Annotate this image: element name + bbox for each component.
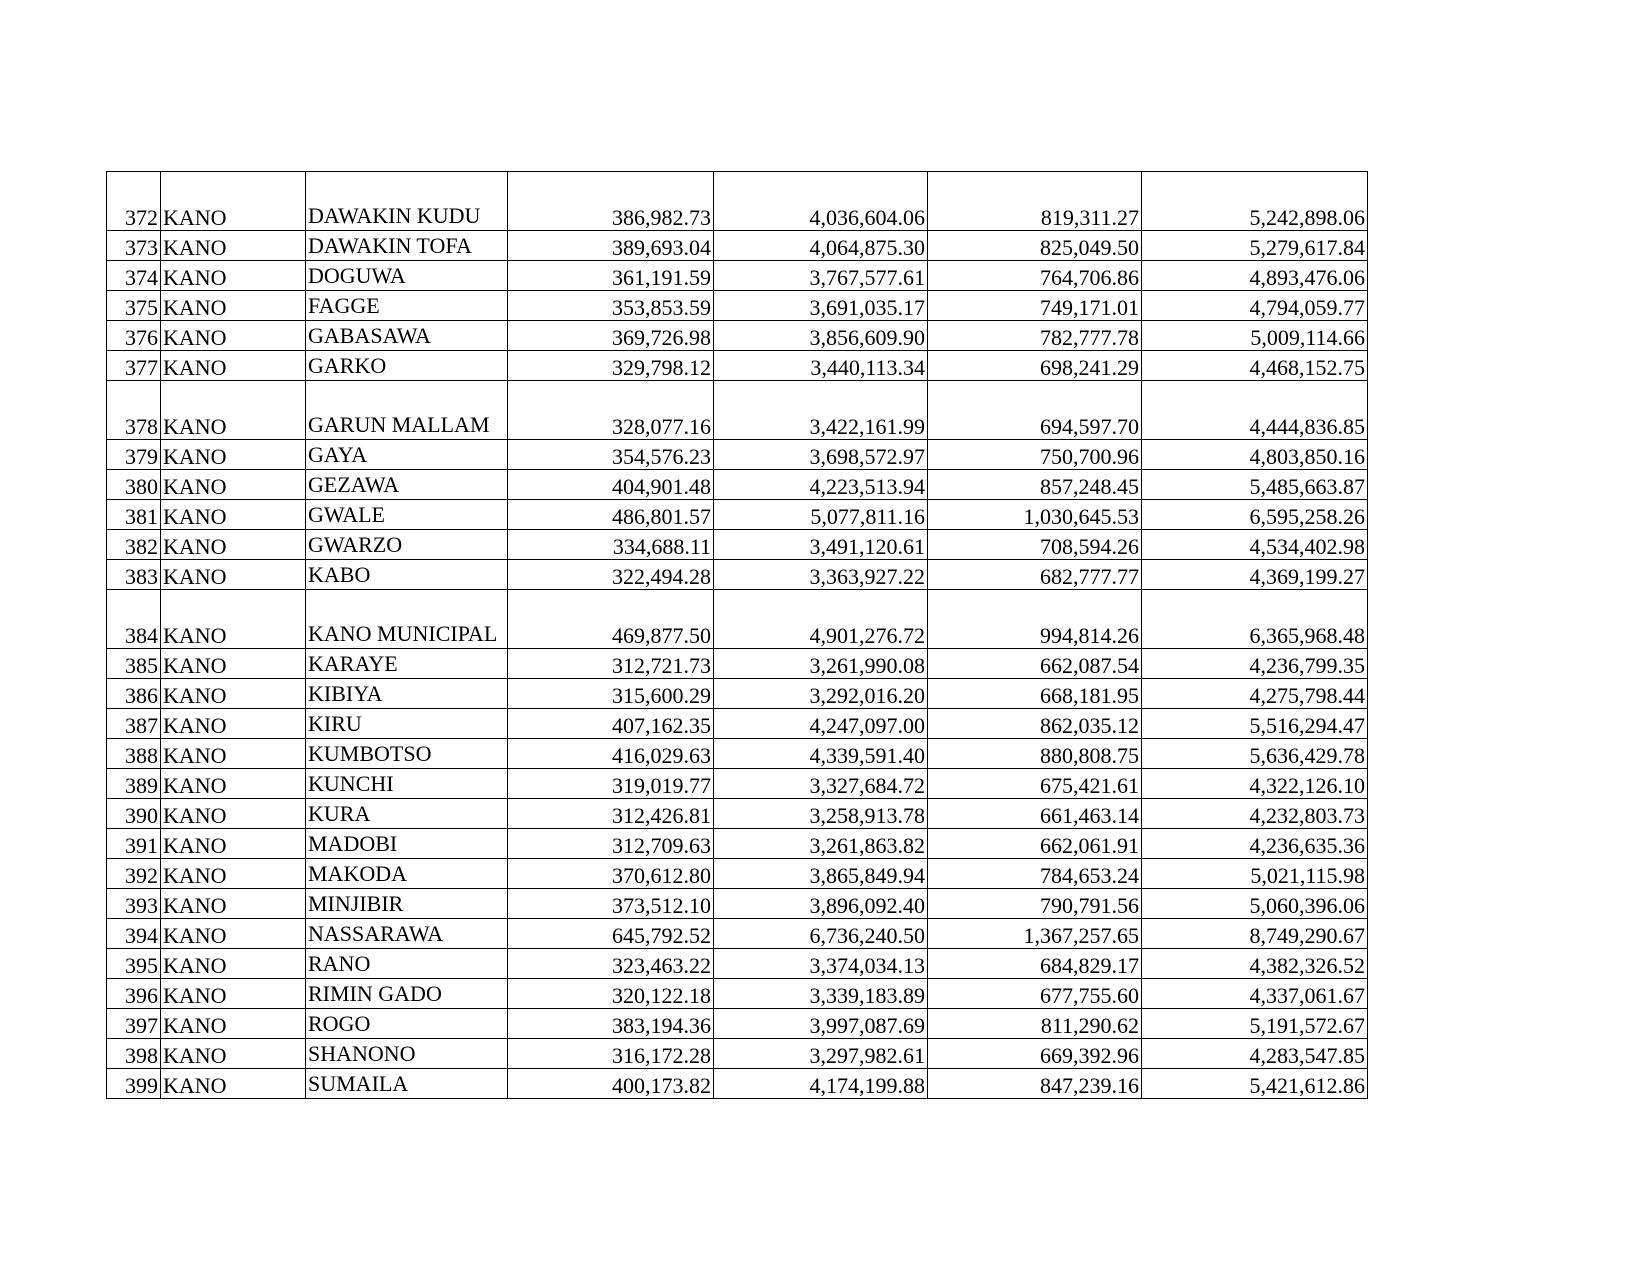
amount-3-cell: 669,392.96	[928, 1039, 1142, 1069]
amount-1-cell: 645,792.52	[508, 919, 714, 949]
lga-cell: ROGO	[306, 1009, 508, 1039]
total-cell: 4,236,635.36	[1142, 829, 1368, 859]
table-row	[107, 1009, 1368, 1039]
amount-3-cell: 819,311.27	[928, 172, 1142, 231]
total-cell: 4,232,803.73	[1142, 799, 1368, 829]
lga-cell: KUNCHI	[306, 769, 508, 799]
total-cell: 5,516,294.47	[1142, 709, 1368, 739]
row-number-cell: 382	[107, 530, 161, 560]
state-cell: KANO	[161, 351, 306, 381]
amount-3-cell: 825,049.50	[928, 231, 1142, 261]
lga-cell: GWALE	[306, 500, 508, 530]
lga-cell: MAKODA	[306, 859, 508, 889]
amount-3-cell: 750,700.96	[928, 440, 1142, 470]
amount-1-cell: 389,693.04	[508, 231, 714, 261]
total-cell: 8,749,290.67	[1142, 919, 1368, 949]
amount-3-cell: 749,171.01	[928, 291, 1142, 321]
table-row	[107, 859, 1368, 889]
row-number-cell: 372	[107, 172, 161, 231]
state-cell: KANO	[161, 829, 306, 859]
state-cell: KANO	[161, 679, 306, 709]
amount-3-cell: 784,653.24	[928, 859, 1142, 889]
amount-3-cell: 694,597.70	[928, 381, 1142, 440]
amount-1-cell: 316,172.28	[508, 1039, 714, 1069]
amount-1-cell: 486,801.57	[508, 500, 714, 530]
row-number-cell: 380	[107, 470, 161, 500]
lga-cell: SHANONO	[306, 1039, 508, 1069]
total-cell: 4,322,126.10	[1142, 769, 1368, 799]
amount-1-cell: 328,077.16	[508, 381, 714, 440]
amount-2-cell: 3,491,120.61	[714, 530, 928, 560]
lga-cell: MINJIBIR	[306, 889, 508, 919]
total-cell: 4,534,402.98	[1142, 530, 1368, 560]
amount-3-cell: 675,421.61	[928, 769, 1142, 799]
amount-2-cell: 3,261,990.08	[714, 649, 928, 679]
total-cell: 4,283,547.85	[1142, 1039, 1368, 1069]
row-number-cell: 396	[107, 979, 161, 1009]
amount-2-cell: 4,223,513.94	[714, 470, 928, 500]
table-row	[107, 261, 1368, 291]
amount-2-cell: 3,698,572.97	[714, 440, 928, 470]
amount-3-cell: 994,814.26	[928, 590, 1142, 649]
total-cell: 6,595,258.26	[1142, 500, 1368, 530]
amount-3-cell: 684,829.17	[928, 949, 1142, 979]
state-cell: KANO	[161, 979, 306, 1009]
table-row	[107, 769, 1368, 799]
row-number-cell: 398	[107, 1039, 161, 1069]
lga-cell: KANO MUNICIPAL	[306, 590, 508, 649]
state-cell: KANO	[161, 649, 306, 679]
amount-2-cell: 3,363,927.22	[714, 560, 928, 590]
total-cell: 4,275,798.44	[1142, 679, 1368, 709]
amount-1-cell: 315,600.29	[508, 679, 714, 709]
row-number-cell: 379	[107, 440, 161, 470]
table-row	[107, 979, 1368, 1009]
row-number-cell: 394	[107, 919, 161, 949]
amount-2-cell: 3,339,183.89	[714, 979, 928, 1009]
amount-2-cell: 3,856,609.90	[714, 321, 928, 351]
lga-cell: NASSARAWA	[306, 919, 508, 949]
amount-1-cell: 404,901.48	[508, 470, 714, 500]
amount-1-cell: 312,426.81	[508, 799, 714, 829]
table-row	[107, 1039, 1368, 1069]
table-body	[107, 172, 1368, 1099]
amount-2-cell: 4,901,276.72	[714, 590, 928, 649]
amount-1-cell: 469,877.50	[508, 590, 714, 649]
state-cell: KANO	[161, 1039, 306, 1069]
row-number-cell: 395	[107, 949, 161, 979]
amount-2-cell: 3,691,035.17	[714, 291, 928, 321]
total-cell: 5,060,396.06	[1142, 889, 1368, 919]
amount-1-cell: 369,726.98	[508, 321, 714, 351]
total-cell: 4,794,059.77	[1142, 291, 1368, 321]
lga-cell: RIMIN GADO	[306, 979, 508, 1009]
amount-3-cell: 1,030,645.53	[928, 500, 1142, 530]
table-row	[107, 321, 1368, 351]
amount-3-cell: 708,594.26	[928, 530, 1142, 560]
table-row	[107, 919, 1368, 949]
table-row	[107, 440, 1368, 470]
table-row	[107, 1069, 1368, 1099]
amount-1-cell: 383,194.36	[508, 1009, 714, 1039]
lga-cell: RANO	[306, 949, 508, 979]
amount-3-cell: 782,777.78	[928, 321, 1142, 351]
table-row	[107, 470, 1368, 500]
row-number-cell: 399	[107, 1069, 161, 1099]
lga-cell: FAGGE	[306, 291, 508, 321]
amount-1-cell: 319,019.77	[508, 769, 714, 799]
table-row	[107, 530, 1368, 560]
amount-3-cell: 661,463.14	[928, 799, 1142, 829]
lga-cell: DAWAKIN TOFA	[306, 231, 508, 261]
table-row	[107, 351, 1368, 381]
table-row	[107, 649, 1368, 679]
state-cell: KANO	[161, 949, 306, 979]
amount-1-cell: 416,029.63	[508, 739, 714, 769]
amount-2-cell: 3,258,913.78	[714, 799, 928, 829]
amount-2-cell: 3,997,087.69	[714, 1009, 928, 1039]
amount-2-cell: 3,440,113.34	[714, 351, 928, 381]
amount-2-cell: 4,064,875.30	[714, 231, 928, 261]
row-number-cell: 392	[107, 859, 161, 889]
amount-3-cell: 847,239.16	[928, 1069, 1142, 1099]
row-number-cell: 383	[107, 560, 161, 590]
row-number-cell: 386	[107, 679, 161, 709]
table-row	[107, 172, 1368, 231]
row-number-cell: 393	[107, 889, 161, 919]
state-cell: KANO	[161, 1069, 306, 1099]
amount-3-cell: 880,808.75	[928, 739, 1142, 769]
state-cell: KANO	[161, 889, 306, 919]
table-row	[107, 291, 1368, 321]
amount-1-cell: 323,463.22	[508, 949, 714, 979]
row-number-cell: 373	[107, 231, 161, 261]
amount-2-cell: 4,036,604.06	[714, 172, 928, 231]
row-number-cell: 388	[107, 739, 161, 769]
row-number-cell: 389	[107, 769, 161, 799]
amount-2-cell: 4,339,591.40	[714, 739, 928, 769]
lga-cell: KARAYE	[306, 649, 508, 679]
state-cell: KANO	[161, 440, 306, 470]
amount-2-cell: 3,896,092.40	[714, 889, 928, 919]
total-cell: 5,421,612.86	[1142, 1069, 1368, 1099]
lga-cell: KABO	[306, 560, 508, 590]
table-row	[107, 889, 1368, 919]
lga-cell: GARUN MALLAM	[306, 381, 508, 440]
state-cell: KANO	[161, 799, 306, 829]
lga-cell: KUMBOTSO	[306, 739, 508, 769]
row-number-cell: 374	[107, 261, 161, 291]
state-cell: KANO	[161, 769, 306, 799]
total-cell: 4,893,476.06	[1142, 261, 1368, 291]
amount-1-cell: 329,798.12	[508, 351, 714, 381]
row-number-cell: 391	[107, 829, 161, 859]
lga-cell: KIRU	[306, 709, 508, 739]
total-cell: 4,444,836.85	[1142, 381, 1368, 440]
state-cell: KANO	[161, 261, 306, 291]
total-cell: 5,021,115.98	[1142, 859, 1368, 889]
amount-1-cell: 312,709.63	[508, 829, 714, 859]
amount-3-cell: 677,755.60	[928, 979, 1142, 1009]
total-cell: 4,468,152.75	[1142, 351, 1368, 381]
total-cell: 5,242,898.06	[1142, 172, 1368, 231]
amount-1-cell: 354,576.23	[508, 440, 714, 470]
amount-3-cell: 662,061.91	[928, 829, 1142, 859]
amount-3-cell: 682,777.77	[928, 560, 1142, 590]
row-number-cell: 378	[107, 381, 161, 440]
table-row	[107, 829, 1368, 859]
amount-2-cell: 5,077,811.16	[714, 500, 928, 530]
state-cell: KANO	[161, 919, 306, 949]
amount-2-cell: 3,422,161.99	[714, 381, 928, 440]
table-row	[107, 739, 1368, 769]
total-cell: 4,369,199.27	[1142, 560, 1368, 590]
row-number-cell: 387	[107, 709, 161, 739]
amount-3-cell: 862,035.12	[928, 709, 1142, 739]
lga-cell: GWARZO	[306, 530, 508, 560]
lga-cell: GARKO	[306, 351, 508, 381]
amount-1-cell: 334,688.11	[508, 530, 714, 560]
table-row	[107, 231, 1368, 261]
lga-cell: GEZAWA	[306, 470, 508, 500]
amount-2-cell: 3,292,016.20	[714, 679, 928, 709]
amount-2-cell: 3,767,577.61	[714, 261, 928, 291]
amount-1-cell: 400,173.82	[508, 1069, 714, 1099]
lga-cell: KURA	[306, 799, 508, 829]
lga-cell: KIBIYA	[306, 679, 508, 709]
table-row	[107, 679, 1368, 709]
amount-1-cell: 407,162.35	[508, 709, 714, 739]
state-cell: KANO	[161, 231, 306, 261]
amount-3-cell: 857,248.45	[928, 470, 1142, 500]
amount-3-cell: 662,087.54	[928, 649, 1142, 679]
amount-3-cell: 811,290.62	[928, 1009, 1142, 1039]
state-cell: KANO	[161, 470, 306, 500]
total-cell: 4,803,850.16	[1142, 440, 1368, 470]
state-cell: KANO	[161, 739, 306, 769]
state-cell: KANO	[161, 530, 306, 560]
state-cell: KANO	[161, 381, 306, 440]
state-cell: KANO	[161, 291, 306, 321]
row-number-cell: 375	[107, 291, 161, 321]
amount-3-cell: 668,181.95	[928, 679, 1142, 709]
amount-1-cell: 320,122.18	[508, 979, 714, 1009]
total-cell: 5,009,114.66	[1142, 321, 1368, 351]
state-cell: KANO	[161, 560, 306, 590]
state-cell: KANO	[161, 709, 306, 739]
lga-cell: MADOBI	[306, 829, 508, 859]
table-row	[107, 949, 1368, 979]
total-cell: 5,636,429.78	[1142, 739, 1368, 769]
lga-cell: DOGUWA	[306, 261, 508, 291]
amount-2-cell: 3,261,863.82	[714, 829, 928, 859]
state-cell: KANO	[161, 500, 306, 530]
state-cell: KANO	[161, 859, 306, 889]
state-cell: KANO	[161, 1009, 306, 1039]
amount-2-cell: 3,297,982.61	[714, 1039, 928, 1069]
row-number-cell: 385	[107, 649, 161, 679]
total-cell: 5,279,617.84	[1142, 231, 1368, 261]
amount-1-cell: 312,721.73	[508, 649, 714, 679]
amount-1-cell: 373,512.10	[508, 889, 714, 919]
table-row	[107, 799, 1368, 829]
table-row	[107, 381, 1368, 440]
amount-2-cell: 3,374,034.13	[714, 949, 928, 979]
amount-2-cell: 3,327,684.72	[714, 769, 928, 799]
row-number-cell: 381	[107, 500, 161, 530]
table-row	[107, 560, 1368, 590]
row-number-cell: 384	[107, 590, 161, 649]
state-cell: KANO	[161, 590, 306, 649]
amount-3-cell: 790,791.56	[928, 889, 1142, 919]
amount-1-cell: 386,982.73	[508, 172, 714, 231]
row-number-cell: 397	[107, 1009, 161, 1039]
amount-1-cell: 322,494.28	[508, 560, 714, 590]
lga-cell: SUMAILA	[306, 1069, 508, 1099]
table-row	[107, 590, 1368, 649]
state-cell: KANO	[161, 321, 306, 351]
amount-3-cell: 1,367,257.65	[928, 919, 1142, 949]
amount-2-cell: 3,865,849.94	[714, 859, 928, 889]
allocation-table	[106, 171, 1368, 1099]
row-number-cell: 377	[107, 351, 161, 381]
lga-cell: GABASAWA	[306, 321, 508, 351]
lga-cell: GAYA	[306, 440, 508, 470]
total-cell: 4,337,061.67	[1142, 979, 1368, 1009]
table-row	[107, 709, 1368, 739]
amount-3-cell: 764,706.86	[928, 261, 1142, 291]
amount-2-cell: 4,174,199.88	[714, 1069, 928, 1099]
row-number-cell: 376	[107, 321, 161, 351]
amount-2-cell: 4,247,097.00	[714, 709, 928, 739]
amount-3-cell: 698,241.29	[928, 351, 1142, 381]
lga-cell: DAWAKIN KUDU	[306, 172, 508, 231]
amount-1-cell: 370,612.80	[508, 859, 714, 889]
amount-1-cell: 361,191.59	[508, 261, 714, 291]
total-cell: 6,365,968.48	[1142, 590, 1368, 649]
table-row	[107, 500, 1368, 530]
state-cell: KANO	[161, 172, 306, 231]
total-cell: 5,485,663.87	[1142, 470, 1368, 500]
total-cell: 4,236,799.35	[1142, 649, 1368, 679]
amount-1-cell: 353,853.59	[508, 291, 714, 321]
amount-2-cell: 6,736,240.50	[714, 919, 928, 949]
total-cell: 5,191,572.67	[1142, 1009, 1368, 1039]
total-cell: 4,382,326.52	[1142, 949, 1368, 979]
row-number-cell: 390	[107, 799, 161, 829]
